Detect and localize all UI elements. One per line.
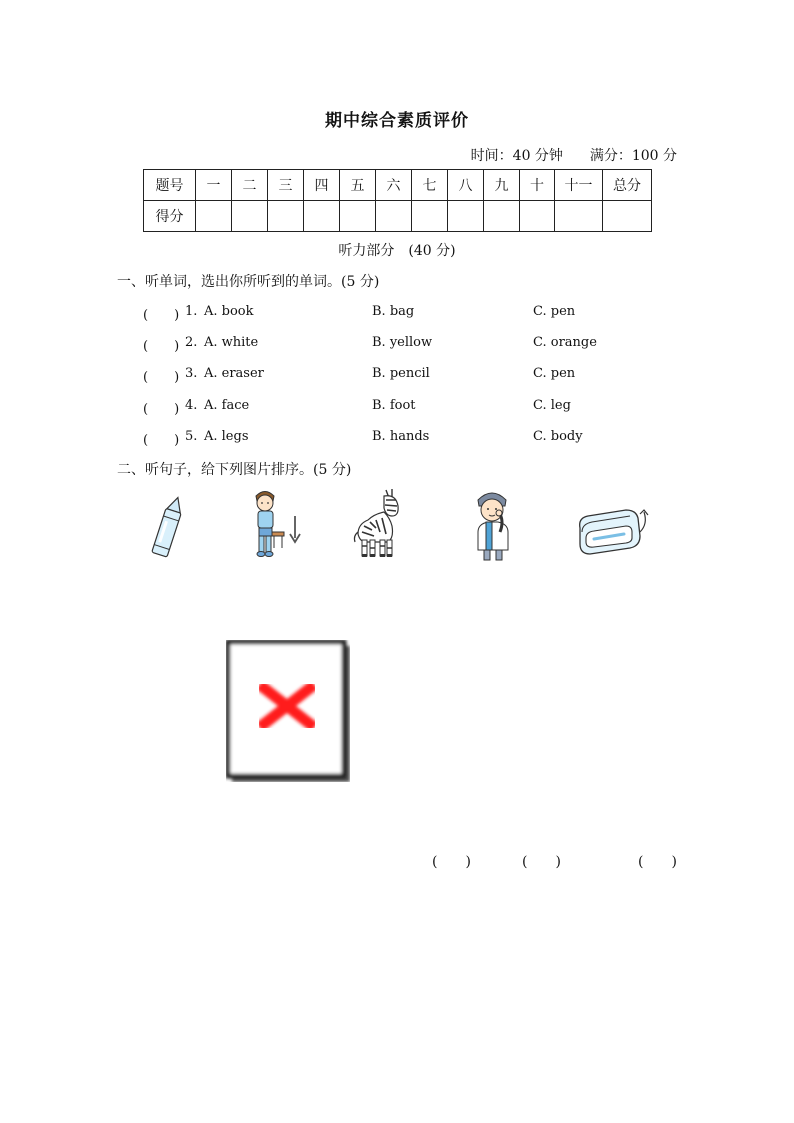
option-c: C. leg (533, 398, 571, 413)
boy-touch-face-icon (470, 488, 516, 562)
score-header-cell: 五 (340, 170, 376, 201)
answer-blank[interactable]: ( ) (143, 308, 180, 323)
zebra-icon (352, 486, 404, 562)
option-c: C. pen (533, 304, 576, 319)
item-number: 5. (185, 429, 198, 444)
score-header-cell: 四 (304, 170, 340, 201)
option-a: A. eraser (204, 366, 264, 381)
full-score: 满分：100 分 (589, 148, 677, 164)
score-cell[interactable] (603, 201, 652, 232)
option-a: A. legs (204, 429, 249, 444)
score-cell[interactable] (555, 201, 603, 232)
score-cell[interactable] (448, 201, 484, 232)
order-answer-blank[interactable]: ( ) (522, 854, 561, 870)
score-header-cell: 九 (484, 170, 520, 201)
q1-item (143, 335, 643, 353)
score-header-cell: 十一 (555, 170, 603, 201)
score-header-cell: 八 (448, 170, 484, 201)
boy-sit-down-icon (250, 488, 302, 562)
score-cell[interactable] (520, 201, 555, 232)
score-header-cell: 十 (520, 170, 555, 201)
pencil-case-icon (574, 502, 652, 560)
q1-item (143, 366, 643, 384)
score-cell[interactable] (376, 201, 412, 232)
option-b: B. pencil (372, 366, 430, 381)
score-table-score-row (144, 201, 652, 232)
score-header-cell: 二 (232, 170, 268, 201)
score-cell[interactable] (484, 201, 520, 232)
option-b: B. bag (372, 304, 415, 319)
score-cell[interactable] (196, 201, 232, 232)
score-header-cell: 七 (412, 170, 448, 201)
crayon-icon (146, 492, 190, 564)
option-c: C. pen (533, 366, 576, 381)
option-b: B. yellow (372, 335, 433, 350)
score-row-label: 得分 (144, 201, 196, 232)
option-a: A. book (204, 304, 254, 319)
option-a: A. white (204, 335, 259, 350)
score-header-cell: 总分 (603, 170, 652, 201)
listening-section-title: 听力部分 (40 分) (338, 243, 456, 259)
q1-item (143, 429, 643, 447)
broken-image-icon (226, 640, 350, 782)
order-answer-blank[interactable]: ( ) (432, 854, 471, 870)
score-cell[interactable] (268, 201, 304, 232)
score-cell[interactable] (304, 201, 340, 232)
option-b: B. hands (372, 429, 430, 444)
q1-title: 一、听单词，选出你所听到的单词。(5 分) (117, 274, 380, 290)
option-a: A. face (204, 398, 250, 413)
option-c: C. orange (533, 335, 597, 350)
score-cell[interactable] (232, 201, 268, 232)
score-cell[interactable] (412, 201, 448, 232)
score-header-cell: 题号 (144, 170, 196, 201)
option-b: B. foot (372, 398, 416, 413)
item-number: 2. (185, 335, 198, 350)
page-title: 期中综合素质评价 (325, 111, 469, 131)
score-header-cell: 三 (268, 170, 304, 201)
answer-blank[interactable]: ( ) (143, 433, 180, 448)
q1-item (143, 304, 643, 322)
q2-title: 二、听句子，给下列图片排序。(5 分) (117, 462, 352, 478)
answer-blank[interactable]: ( ) (143, 339, 180, 354)
score-header-cell: 一 (196, 170, 232, 201)
option-c: C. body (533, 429, 583, 444)
answer-blank[interactable]: ( ) (143, 402, 180, 417)
time-info (471, 145, 677, 165)
order-answer-blank[interactable]: ( ) (638, 854, 677, 870)
item-number: 3. (185, 366, 198, 381)
time-limit: 时间：40 分钟 (470, 148, 563, 164)
score-table-header-row (144, 170, 652, 201)
score-header-cell: 六 (376, 170, 412, 201)
item-number: 1. (185, 304, 198, 319)
answer-blank[interactable]: ( ) (143, 370, 180, 385)
score-cell[interactable] (340, 201, 376, 232)
item-number: 4. (185, 398, 198, 413)
score-table (143, 169, 652, 232)
q1-item (143, 398, 643, 416)
